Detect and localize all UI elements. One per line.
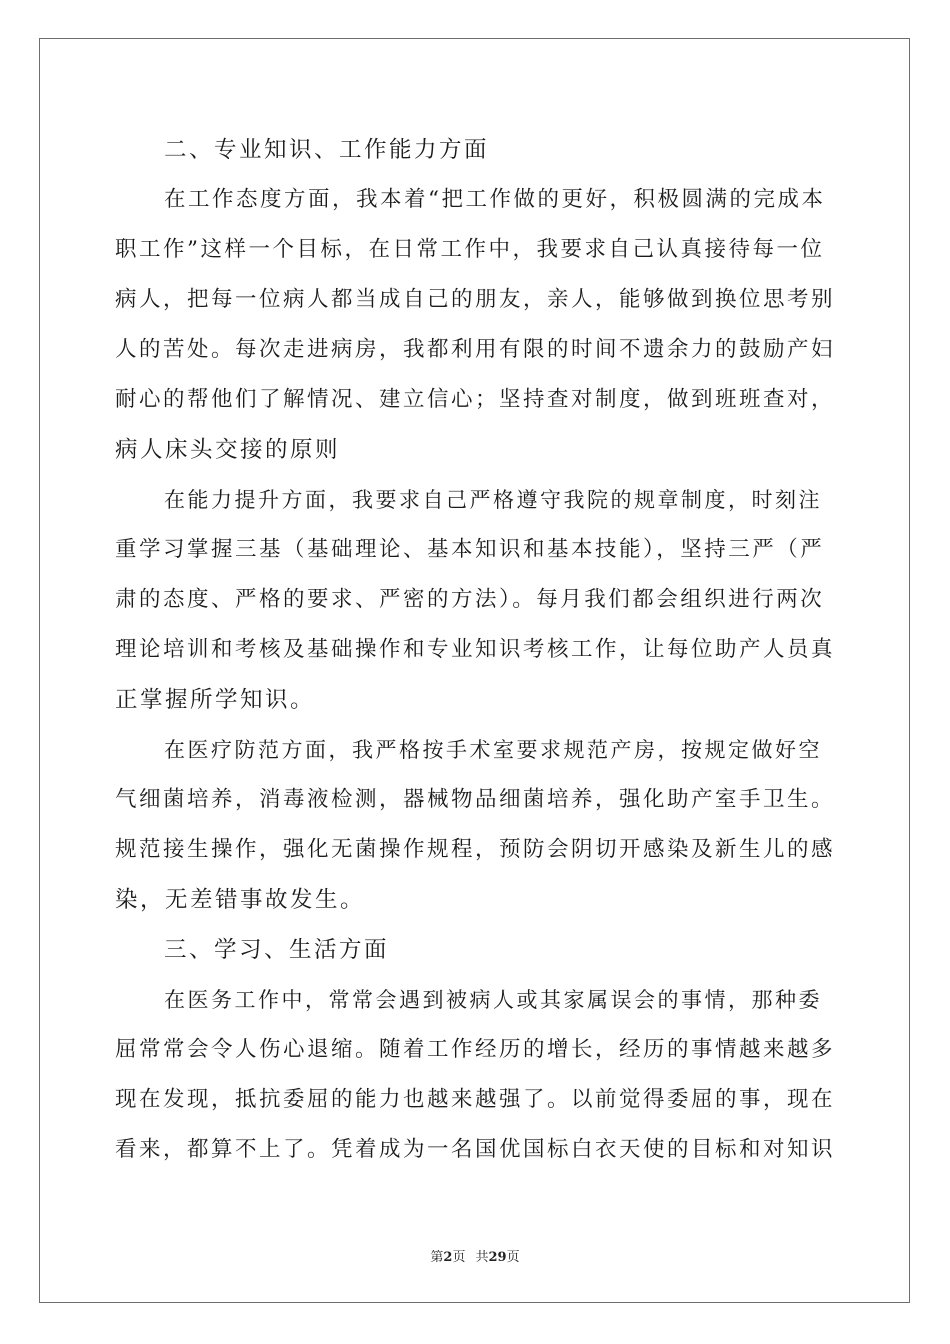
page-footer bbox=[0, 1246, 950, 1265]
paragraph-line: 耐心的帮他们了解情况、建立信心；坚持查对制度，做到班班查对， bbox=[115, 387, 836, 412]
paragraph-line: 规范接生操作，强化无菌操作规程，预防会阴切开感染及新生儿的感 bbox=[115, 837, 836, 862]
section-heading: 二、专业知识、工作能力方面 bbox=[164, 137, 490, 163]
paragraph-line: 看来，都算不上了。凭着成为一名国优国标白衣天使的目标和对知识 bbox=[115, 1137, 836, 1162]
current-page-number: 2 bbox=[443, 1250, 453, 1265]
paragraph-line: 在医疗防范方面，我严格按手术室要求规范产房，按规定做好空 bbox=[164, 738, 822, 762]
paragraph-line: 病人床头交接的原则 bbox=[115, 437, 341, 463]
paragraph-line: 人的苦处。每次走进病房，我都利用有限的时间不遗余力的鼓励产妇 bbox=[115, 337, 836, 362]
paragraph-line: 现在发现，抵抗委屈的能力也越来越强了。以前觉得委屈的事，现在 bbox=[115, 1087, 836, 1112]
paragraph-line: 屈常常会令人伤心退缩。随着工作经历的增长，经历的事情越来越多 bbox=[115, 1037, 836, 1062]
paragraph-line: 病人，把每一位病人都当成自己的朋友，亲人，能够做到换位思考别 bbox=[115, 287, 836, 312]
paragraph-line: 气细菌培养，消毒液检测，器械物品细菌培养，强化助产室手卫生。 bbox=[115, 787, 836, 812]
document-body bbox=[115, 125, 835, 1175]
total-page-count: 29 bbox=[488, 1250, 507, 1265]
section-heading: 三、学习、生活方面 bbox=[164, 937, 390, 963]
paragraph-line: 理论培训和考核及基础操作和专业知识考核工作，让每位助产人员真 bbox=[115, 637, 836, 662]
footer-total-label: 页 bbox=[506, 1250, 520, 1265]
paragraph-line: 职工作”这样一个目标，在日常工作中，我要求自己认真接待每一位 bbox=[115, 237, 825, 262]
paragraph-line: 染，无差错事故发生。 bbox=[115, 887, 366, 913]
footer-prefix: 第 bbox=[430, 1250, 444, 1265]
paragraph-line: 肃的态度、严格的要求、严密的方法）。每月我们都会组织进行两次 bbox=[115, 587, 825, 612]
paragraph-line: 在医务工作中，常常会遇到被病人或其家属误会的事情，那种委 bbox=[164, 988, 822, 1012]
paragraph-line: 重学习掌握三基（基础理论、基本知识和基本技能），坚持三严（严 bbox=[115, 537, 825, 562]
paragraph-line: 在工作态度方面，我本着“把工作做的更好，积极圆满的完成本 bbox=[164, 187, 826, 212]
footer-total-prefix: 共 bbox=[475, 1250, 489, 1265]
footer-page-label: 页 bbox=[452, 1250, 466, 1265]
paragraph-line: 在能力提升方面，我要求自己严格遵守我院的规章制度，时刻注 bbox=[164, 488, 822, 512]
paragraph-line: 正掌握所学知识。 bbox=[115, 687, 316, 713]
